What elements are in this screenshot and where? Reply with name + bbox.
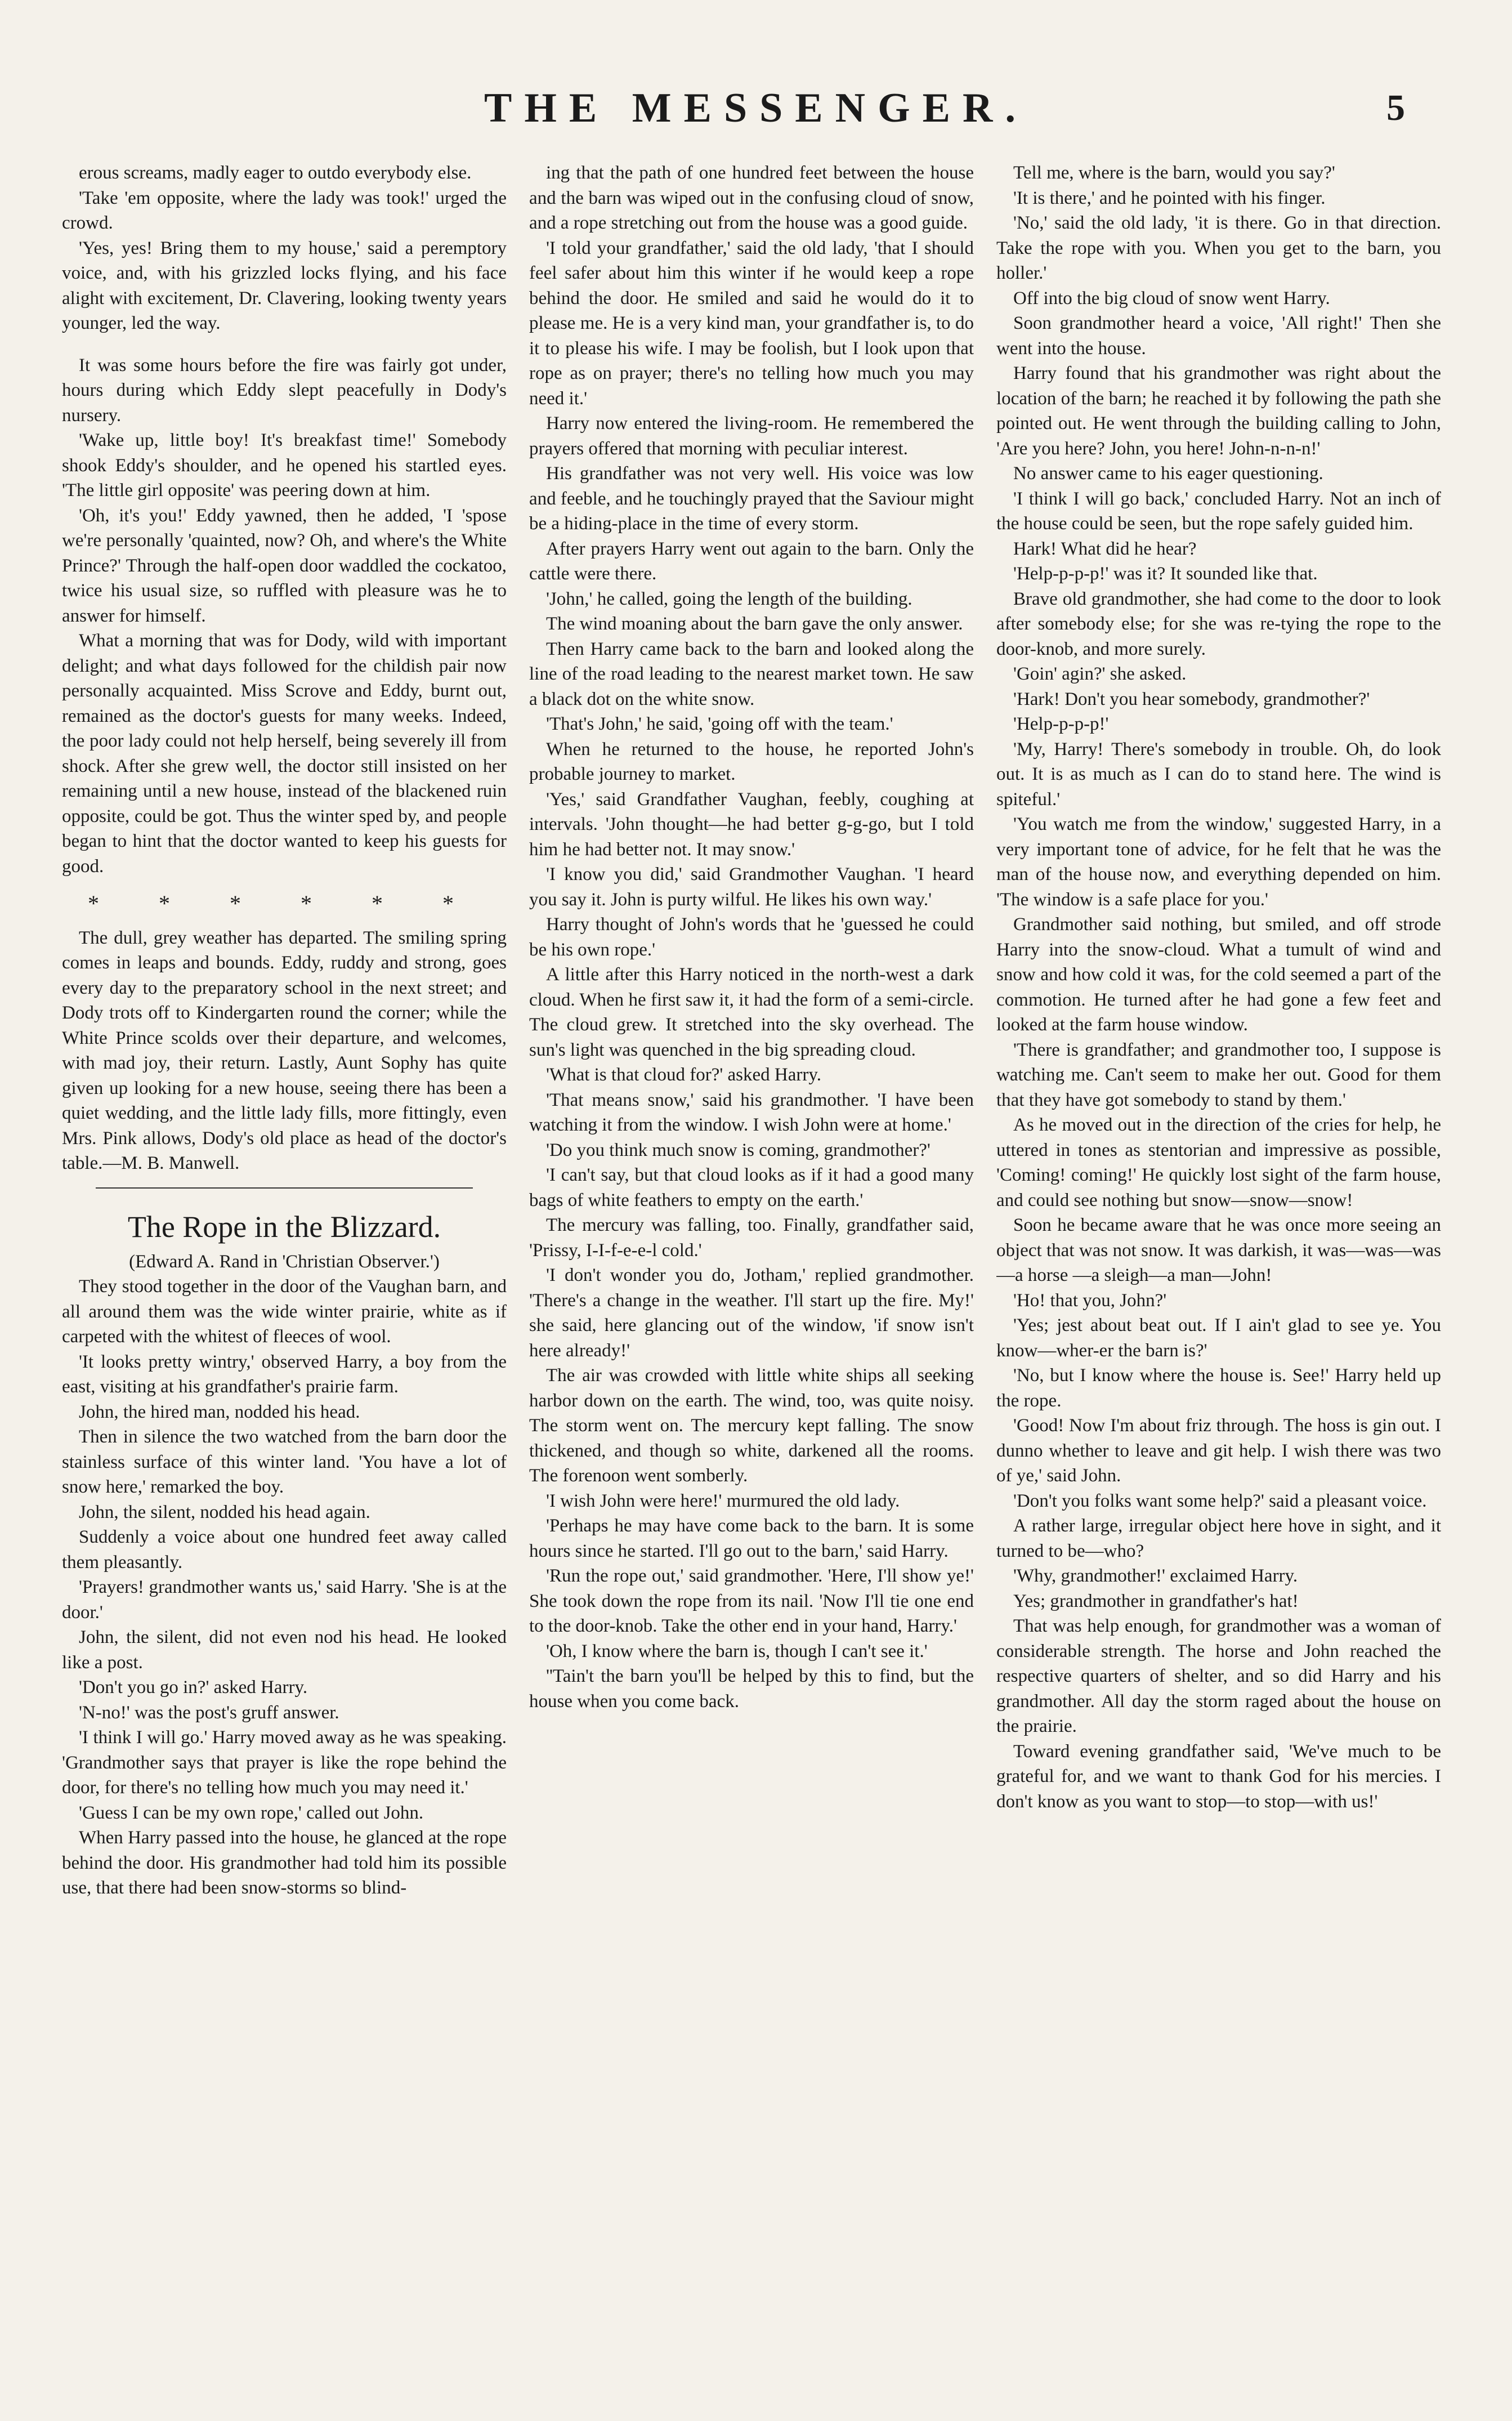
paragraph: 'I think I will go.' Harry moved away as he was speaking. 'Grandmother says that prayer is like the rope behind the door, for there's no telling how much you may need it.' [62,1727,507,1798]
article-divider [96,1187,473,1189]
paragraph: 'I don't wonder you do, Jotham,' replied grandmother. 'There's a change in the weather. I'll start up the fire. My!' she said, here glancing out of the window, 'if snow isn't here already!' [529,1265,974,1361]
paragraph: 'There is grandfather; and grandmother too, I suppose is watching me. Can't seem to make her out. Good for them that they have got somebody to stand by them.' [996,1039,1441,1110]
paragraph: Yes; grandmother in grandfather's hat! [1013,1591,1299,1611]
paragraph: John, the hired man, nodded his head. [79,1401,360,1422]
paragraph: John, the silent, did not even nod his head. He looked like a post. [62,1627,507,1673]
paragraph: 'Prayers! grandmother wants us,' said Harry. 'She is at the door.' [62,1577,507,1623]
page-number: 5 [1386,87,1405,128]
paragraph: 'Goin' agin?' she asked. [1013,664,1187,684]
paragraph: 'Oh, I know where the barn is, though I can't see it.' [546,1641,928,1661]
paragraph: The wind moaning about the barn gave the only answer. [546,614,963,634]
paragraph: 'Yes,' said Grandfather Vaughan, feebly, coughing at intervals. 'John thought—he had better g-g-go, but I told him he had better not. It may snow.' [529,789,974,860]
paragraph: 'No, but I know where the house is. See!' Harry held up the rope. [996,1365,1441,1411]
paragraph: It was some hours before the fire was fairly got under, hours during which Eddy slept peacefully in Dody's nursery. [62,355,507,426]
paragraph: 'Ho! that you, John?' [1013,1290,1167,1311]
paragraph: The mercury was falling, too. Finally, grandfather said, 'Prissy, I-I-f-e-e-l cold.' [529,1215,974,1261]
paragraph: That was help enough, for grandmother was a woman of considerable strength. The horse and John reached the respective quarters of shelter, and so did Harry and his grandmother. All day the storm raged about the house on the prairie. [996,1616,1441,1736]
column-3 [996,160,1441,2300]
article-columns [62,160,1441,2300]
paragraph: 'Help-p-p-p!' was it? It sounded like that. [1013,564,1318,584]
paragraph: 'I think I will go back,' concluded Harry. Not an inch of the house could be seen, but the rope safely guided him. [996,488,1441,534]
paragraph: Grandmother said nothing, but smiled, and off strode Harry into the snow-cloud. What a tumult of wind and snow and how cold it was, for the cold seemed a part of the commotion. He turned after he had gone a few feet and looked at the farm house window. [996,914,1441,1035]
paragraph: Then Harry came back to the barn and looked along the line of the road leading to the nearest market town. He saw a black dot on the white snow. [529,638,974,709]
paragraph: The air was crowded with little white ships all seeking harbor down on the earth. The wind, too, was quite noisy. The storm went on. The mercury kept falling. The snow thickened, and though so white, darkened all the rooms. The forenoon went somberly. [529,1365,974,1486]
paragraph: erous screams, madly eager to outdo everybody else. [79,163,472,183]
paragraph: Off into the big cloud of snow went Harry. [1013,288,1330,309]
paragraph: 'I told your grandfather,' said the old lady, 'that I should feel safer about him this winter if he would keep a rope behind the door. He smiled and said he would do it to please me. He is a very kind man, your grandfather is, to do it to please his wife. I may be foolish, but I look upon that rope as on prayer; there's no telling how much you may need it.' [529,238,974,409]
paragraph: Tell me, where is the barn, would you say?' [1013,163,1335,183]
paragraph: No answer came to his eager questioning. [1013,463,1323,484]
paragraph: 'Wake up, little boy! It's breakfast time!' Somebody shook Eddy's shoulder, and he opened his startled eyes. 'The little girl opposite' was peering down at him. [62,430,507,501]
paragraph: A rather large, irregular object here hove in sight, and it turned to be—who? [996,1516,1441,1561]
paragraph: John, the silent, nodded his head again. [79,1502,370,1522]
masthead [0,84,1512,146]
paragraph: 'Run the rope out,' said grandmother. 'Here, I'll show ye!' She took down the rope from its nail. 'Now I'll tie one end to the door-knob. Take the other end in your hand, Harry.' [529,1566,974,1636]
paragraph: 'Good! Now I'm about friz through. The hoss is gin out. I dunno whether to leave and git help. I wish there was two of ye,' said John. [996,1415,1441,1486]
paragraph: After prayers Harry went out again to the barn. Only the cattle were there. [529,538,974,584]
paragraph: What a morning that was for Dody, wild with important delight; and what days followed for the childish pair now personally acquainted. Miss Scrove and Eddy, burnt out, remained as the doctor's guests for many weeks. Indeed, the poor lady could not help herself, being severely ill from shock. After she grew well, the doctor still insisted on her remaining until a new house, instead of the blackened ruin opposite, could be got. Thus the winter sped by, and people began to hint that the doctor wanted to keep his guests for good. [62,631,507,877]
column-1 [62,160,507,2300]
paragraph: 'I can't say, but that cloud looks as if it had a good many bags of white feathers to empty on the earth.' [529,1165,974,1210]
paragraph: Brave old grandmother, she had come to the door to look after somebody else; for she was re-tying the rope to the door-knob, and more surely. [996,588,1441,659]
paragraph: 'I wish John were here!' murmured the old lady. [546,1490,900,1511]
article-byline: (Edward A. Rand in 'Christian Observer.') [129,1251,440,1272]
paragraph: When he returned to the house, he reported John's probable journey to market. [529,739,974,784]
article-headline: The Rope in the Blizzard. [127,1209,441,1244]
paragraph: They stood together in the door of the Vaughan barn, and all around them was the wide winter prairie, white as if carpeted with the whitest of fleeces of wool. [62,1276,507,1347]
paragraph: Soon he became aware that he was once more seeing an object that was not snow. It was darkish, it was—was—was—a horse —a sleigh—a man—John! [996,1215,1441,1285]
paragraph: 'Hark! Don't you hear somebody, grandmother?' [1013,689,1370,709]
paragraph: ''Tain't the barn you'll be helped by this to find, but the house when you come back. [529,1666,974,1712]
paragraph: 'I know you did,' said Grandmother Vaughan. 'I heard you say it. John is purty wilful. He likes his own way.' [529,864,974,910]
story-ending-part-a [62,160,507,336]
paragraph: 'Guess I can be my own rope,' called out John. [79,1802,424,1823]
article-body-start [62,1274,507,1901]
paragraph: His grandfather was not very well. His voice was low and feeble, and he touchingly prayed that the Saviour might be a hiding-place in the time of every storm. [529,463,974,534]
paragraph: Toward evening grandfather said, 'We've much to be grateful for, and we want to thank God for his mercies. I don't know as you want to stop—to stop—with us!' [996,1741,1441,1812]
story-ending-part-b [62,353,507,879]
section-break-stars: * * * * * * [88,891,481,916]
paragraph: Suddenly a voice about one hundred feet away called them pleasantly. [62,1527,507,1573]
paragraph: 'Yes; jest about beat out. If I ain't glad to see ye. You know—wher-er the barn is?' [996,1315,1441,1361]
paragraph: ing that the path of one hundred feet between the house and the barn was wiped out in the confusing cloud of snow, and a rope stretching out from the house was a good guide. [529,163,974,233]
paragraph: 'Oh, it's you!' Eddy yawned, then he added, 'I 'spose we're personally 'quainted, now? Oh, and where's the White Prince?' Through the half-open door waddled the cockatoo, twice his usual size, so ruffled with pleasure was he to answer for himself. [62,505,507,626]
paragraph: 'Don't you go in?' asked Harry. [79,1677,308,1698]
paragraph: Soon grandmother heard a voice, 'All right!' Then she went into the house. [996,313,1441,359]
paragraph: Hark! What did he hear? [1013,538,1197,559]
paragraph: 'My, Harry! There's somebody in trouble. Oh, do look out. It is as much as I can do to stand here. The wind is spiteful.' [996,739,1441,810]
paragraph: A little after this Harry noticed in the north-west a dark cloud. When he first saw it, it had the form of a semi-circle. The cloud grew. It stretched into the sky overhead. The sun's light was quenched in the big spreading cloud. [529,964,974,1060]
paragraph: 'Perhaps he may have come back to the barn. It is some hours since he started. I'll go out to the barn,' said Harry. [529,1516,974,1561]
paragraph: Harry now entered the living-room. He remembered the prayers offered that morning with peculiar interest. [529,413,974,459]
column-2 [529,160,974,2300]
paragraph: 'No,' said the old lady, 'it is there. Go in that direction. Take the rope with you. When you get to the barn, you holler.' [996,213,1441,283]
paragraph: 'What is that cloud for?' asked Harry. [546,1065,821,1085]
paragraph: Harry thought of John's words that he 'guessed he could be his own rope.' [529,914,974,960]
paragraph: 'Do you think much snow is coming, grandmother?' [546,1140,931,1160]
paragraph: 'Yes, yes! Bring them to my house,' said a peremptory voice, and, with his grizzled locks flying, and his face alight with excitement, Dr. Clavering, looking twenty years younger, led the way. [62,238,507,333]
newspaper-title: THE MESSENGER. [484,85,1028,131]
paragraph: As he moved out in the direction of the cries for help, he uttered in tones as stentorian and impressive as possible, 'Coming! coming!' He quickly lost sight of the farm house, and could see nothing but snow—snow—snow! [996,1115,1441,1210]
paragraph: When Harry passed into the house, he glanced at the rope behind the door. His grandmother had told him its possible use, that there had been snow-storms so blind- [62,1828,507,1898]
paragraph: Harry found that his grandmother was right about the location of the barn; he reached it by following the path she pointed out. He went through the building calling to John, 'Are you here? John, you here! John-n-n-n!' [996,363,1441,459]
paragraph: 'That's John,' he said, 'going off with the team.' [546,714,893,734]
paragraph: 'Help-p-p-p!' [1013,714,1109,734]
paragraph: 'Take 'em opposite, where the lady was took!' urged the crowd. [62,187,507,233]
paragraph: 'That means snow,' said his grandmother. 'I have been watching it from the window. I wish John were at home.' [529,1089,974,1135]
story-ending-part-c [62,926,507,1176]
paragraph: 'It looks pretty wintry,' observed Harry, a boy from the east, visiting at his grandfather's prairie farm. [62,1351,507,1397]
paragraph: 'Why, grandmother!' exclaimed Harry. [1013,1566,1298,1586]
paragraph: 'John,' he called, going the length of the building. [546,588,912,609]
paragraph: 'Don't you folks want some help?' said a pleasant voice. [1013,1490,1427,1511]
paragraph: 'N-no!' was the post's gruff answer. [79,1702,339,1723]
paragraph: 'It is there,' and he pointed with his finger. [1013,187,1326,208]
paragraph: 'You watch me from the window,' suggested Harry, in a very important tone of advice, for he felt that he was the man of the house now, and everything depended on him. 'The window is a safe place for you.' [996,814,1441,910]
paragraph: The dull, grey weather has departed. The smiling spring comes in leaps and bounds. Eddy, ruddy and strong, goes every day to the preparatory school in the next street; and Dody trots off to Kindergarten round the corner; while the White Prince scolds over their departure, and welcomes, with mad joy, their return. Lastly, Aunt Sophy has quite given up looking for a new house, seeing there has been a quiet wedding, and the little lady fills, more fittingly, even Mrs. Pink allows, Dody's old place as head of the doctor's table.—M. B. Manwell. [62,927,507,1173]
paragraph: Then in silence the two watched from the barn door the stainless surface of this winter land. 'You have a lot of snow here,' remarked the boy. [62,1427,507,1497]
